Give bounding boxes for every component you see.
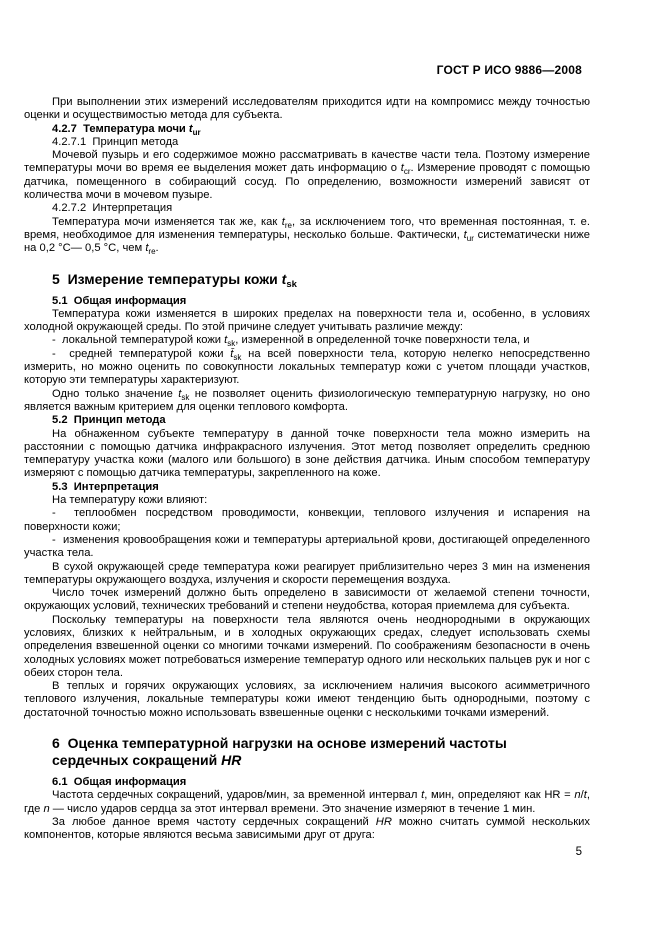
text-run: систематически ниже на 0,2 °С— 0,5 °С, чем <box>24 228 591 255</box>
paragraph <box>24 388 590 415</box>
text-run: - теплообмен посредством проводимости, конвекции, теплового излучения и испарения на поверхности кожи; <box>24 507 590 533</box>
symbol-italic: t <box>281 215 285 228</box>
paragraph <box>24 136 590 149</box>
text-run: Одно только значение <box>52 387 179 400</box>
text-run: 5.1 Общая информация <box>52 294 187 307</box>
symbol-subscript: cr <box>403 167 411 177</box>
symbol-subscript: sk <box>233 352 242 362</box>
symbol-italic: t <box>400 162 404 175</box>
symbol-subscript: re <box>148 247 156 257</box>
symbol-italic: t <box>583 789 587 802</box>
text-run: Число точек измерений должно быть определено в зависимости от желаемой степени точности, окружающих условий, технических требований и степени неудобства, которая приемлема для субъекта. <box>24 587 590 613</box>
text-run: 5.2 Принцип метода <box>52 414 166 427</box>
section-heading <box>24 271 590 288</box>
symbol-italic: HR <box>375 815 392 828</box>
subsection-heading <box>24 414 590 427</box>
text-run: 6.1 Общая информация <box>52 776 187 789</box>
symbol-subscript: sk <box>181 392 190 402</box>
paragraph <box>24 202 590 215</box>
text-run: На обнаженном субъекте температуру в данной точке поверхности тела можно измерить на расстоянии с помощью датчика инфракрасного излучения. Этот метод позволяет определить среднюю температуру участка кожи (малого или большого) в зоне действия датчика. Иным способом температуру измеряют с помощью датчика температуры, закрепленного на коже. <box>24 427 590 480</box>
text-run: сердечных сокращений <box>52 752 222 769</box>
symbol-subscript: ur <box>466 233 474 243</box>
symbol-subscript: sk <box>286 278 297 290</box>
paragraph <box>24 680 590 720</box>
text-run: На температуру кожи влияют: <box>52 494 208 507</box>
text-run: При выполнении этих измерений исследователям приходится идти на компромисс между точностью оценки и осуществимостью метода для субъекта. <box>24 96 590 122</box>
text-run: , мин, определяют как HR = <box>424 789 575 802</box>
symbol-subscript: re <box>284 220 292 230</box>
text-run: Частота сердечных сокращений, ударов/мин, за временной интервал <box>52 789 422 802</box>
text-run: , за исключением того, что временная постоянная, т. е. время, необходимое для изменения температуры, несколько больше. Фактически, <box>24 215 590 241</box>
text-run: на всей поверхности тела, которую нелегко непосредственно измерить, но можно оценить по совокупности локальных температур кожи с учетом площади участков, которую эти температуры характеризуют. <box>24 347 590 387</box>
symbol-italic: t <box>224 334 228 347</box>
text-run: можно считать суммой нескольких компонентов, которые являются весьма зависимыми друг от друга: <box>24 815 590 842</box>
paragraph <box>24 149 590 202</box>
symbol-italic: n <box>43 802 50 815</box>
text-run: 4.2.7.1 Принцип метода <box>52 135 179 148</box>
text-run: Мочевой пузырь и его содержимое можно рассматривать в качестве части тела. Поэтому измерение температуры мочи во время ее выделения может дать информацию о <box>24 149 590 175</box>
subsection-heading <box>24 295 590 308</box>
paragraph <box>24 587 590 614</box>
symbol-italic: t <box>145 242 149 255</box>
document-body <box>24 96 590 843</box>
section-heading <box>24 735 590 769</box>
paragraph <box>24 614 590 680</box>
document-header-designation: ГОСТ Р ИСО 9886—2008 <box>436 63 582 77</box>
text-run: , где <box>24 789 590 815</box>
paragraph <box>24 348 590 388</box>
symbol-italic: t <box>188 122 193 135</box>
text-run: - локальной температурой кожи <box>52 334 225 347</box>
text-run: / <box>580 789 584 802</box>
text-run: . <box>155 242 159 255</box>
paragraph <box>24 96 590 123</box>
symbol-italic: t <box>178 387 182 400</box>
symbol-italic: HR <box>221 752 242 769</box>
paragraph <box>24 789 590 816</box>
paragraph <box>24 216 590 256</box>
text-run: — число ударов сердца за этот интервал времени. Это значение измеряют в течение 1 мин. <box>49 802 536 815</box>
symbol-italic: t <box>463 228 467 241</box>
text-run: . Измерение проводят с помощью датчика, помещенного в собирающий сосуд. По определению, возможности измерений зависят от количества мочи в мочевом пузыре. <box>24 162 590 202</box>
text-run: За любое данное время частоту сердечных сокращений <box>52 815 376 828</box>
text-run: В теплых и горячих окружающих условиях, за исключением наличия высокого асимметричного теплового излучения, локальные температуры кожи имеют тенденцию быть однородными, поэтому с достаточной точностью можно использовать взвешенные оценки с несколькими точками измерений. <box>24 680 590 719</box>
page-number: 5 <box>575 846 582 858</box>
text-run: 4.2.7.2 Интерпретация <box>52 202 173 215</box>
symbol-italic: t̄ <box>230 347 234 360</box>
paragraph <box>24 561 590 588</box>
subsection-heading <box>24 123 590 136</box>
text-run: 4.2.7 Температура мочи <box>52 122 189 135</box>
paragraph <box>24 334 590 347</box>
symbol-subscript: ur <box>192 127 201 137</box>
paragraph <box>24 494 590 507</box>
text-run: Поскольку температуры на поверхности тела являются очень неоднородными в окружающих условиях, близких к нейтральным, и в холодных окружающих средах, следует использовать схемы определения взвешенной оценки со многими точками измерений. По соображениям безопасности в очень холодных условиях может потребоваться измерение температур одного или нескольких пальцев рук и ног с обеих сторон тела. <box>24 613 590 679</box>
text-run: - изменения кровообращения кожи и температуры артериальной крови, достигающей определенного участка тела. <box>24 533 590 560</box>
text-run: Температура кожи изменяется в широких пределах на поверхности тела и, особенно, в условиях холодной окружающей среды. По этой причине следует учитывать различие между: <box>24 307 590 334</box>
text-run: В сухой окружающей среде температура кожи реагирует приблизительно через 3 мин на изменения температуры окружающего воздуха, излучения и скорости перемещения воздуха. <box>24 560 590 586</box>
text-run: 5.3 Интерпретация <box>52 480 159 493</box>
subsection-heading <box>24 481 590 494</box>
symbol-italic: t <box>281 270 287 287</box>
paragraph <box>24 534 590 561</box>
paragraph <box>24 507 590 534</box>
text-run: , измеренной в определенной точке поверхности тела, и <box>235 334 530 347</box>
text-run: 6 Оценка температурной нагрузки на основе измерений частоты <box>52 735 507 752</box>
symbol-italic: t <box>421 789 425 802</box>
symbol-subscript: sk <box>227 339 236 349</box>
text-run: не позволяет оценить физиологическую температурную нагрузку, но оно является важным критерием для оценки теплового комфорта. <box>24 387 590 413</box>
paragraph <box>24 816 590 843</box>
text-run: Температура мочи изменяется так же, как <box>52 215 282 228</box>
subsection-heading <box>24 776 590 789</box>
symbol-italic: n <box>574 789 581 802</box>
paragraph <box>24 308 590 335</box>
text-run: 5 Измерение температуры кожи <box>52 270 282 287</box>
text-run: - средней температурой кожи <box>52 347 231 360</box>
paragraph <box>24 428 590 481</box>
